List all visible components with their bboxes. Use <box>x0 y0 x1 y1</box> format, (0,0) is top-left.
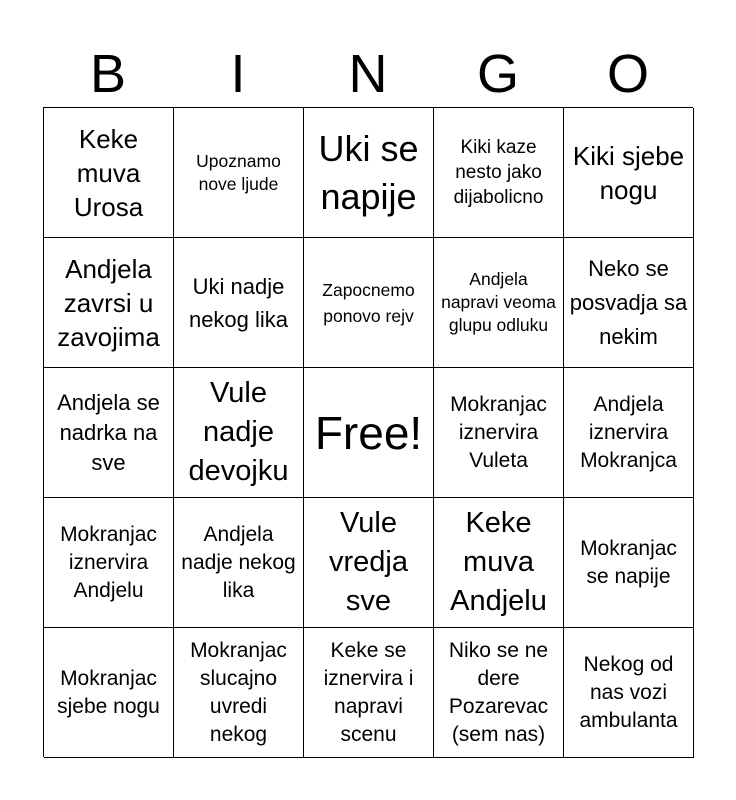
cell-text: Upoznamo nove ljude <box>196 150 281 194</box>
bingo-cell[interactable] <box>564 628 694 758</box>
bingo-cell[interactable] <box>174 368 304 498</box>
cell-text: Zapocnemo ponovo rejv <box>322 279 415 326</box>
bingo-cell[interactable] <box>44 238 174 368</box>
bingo-cell[interactable] <box>44 498 174 628</box>
bingo-cell[interactable] <box>434 368 564 498</box>
cell-text: Mokranjac iznervira Andjelu <box>60 522 157 602</box>
bingo-cell[interactable] <box>564 498 694 628</box>
header-letter-n: N <box>348 44 388 104</box>
bingo-cell[interactable] <box>304 498 434 628</box>
bingo-cell[interactable] <box>434 108 564 238</box>
cell-text: Andjela nadje nekog lika <box>181 522 296 602</box>
cell-text: Mokranjac sjebe nogu <box>57 666 160 718</box>
cell-text: Keke muva Andjelu <box>450 507 547 617</box>
bingo-cell[interactable] <box>304 238 434 368</box>
bingo-cell[interactable] <box>434 628 564 758</box>
bingo-cell[interactable] <box>174 108 304 238</box>
cell-text: Mokranjac slucajno uvredi nekog <box>190 638 287 746</box>
cell-text: Neko se posvadja sa nekim <box>569 255 688 349</box>
cell-text: Andjela se nadrka na sve <box>57 389 160 475</box>
bingo-cell[interactable] <box>174 498 304 628</box>
bingo-cell[interactable] <box>304 628 434 758</box>
header-letter-b: B <box>89 44 127 104</box>
bingo-cell[interactable] <box>174 238 304 368</box>
bingo-cell[interactable] <box>44 368 174 498</box>
bingo-grid <box>43 107 693 757</box>
bingo-cell[interactable] <box>44 108 174 238</box>
bingo-cell[interactable] <box>304 108 434 238</box>
bingo-cell[interactable] <box>434 238 564 368</box>
header-letter-g: G <box>476 44 519 104</box>
bingo-cell[interactable] <box>564 368 694 498</box>
cell-text: Kiki sjebe nogu <box>572 140 685 205</box>
cell-text: Vule nadje devojku <box>188 377 289 487</box>
cell-text: Mokranjac se napije <box>580 536 677 588</box>
cell-text: Uki nadje nekog lika <box>188 273 289 332</box>
cell-text: Keke muva Urosa <box>73 123 144 222</box>
cell-text: Keke se iznervira i napravi scenu <box>323 638 414 746</box>
cell-text: Niko se ne dere Pozarevac (sem nas) <box>448 638 549 746</box>
bingo-cell[interactable] <box>434 498 564 628</box>
free-space: Free! <box>314 406 423 459</box>
cell-text: Uki se napije <box>318 127 419 217</box>
bingo-cell[interactable] <box>564 238 694 368</box>
cell-text: Andjela napravi veoma glupu odluku <box>441 269 556 335</box>
cell-text: Mokranjac iznervira Vuleta <box>450 392 547 472</box>
bingo-cell[interactable] <box>304 368 434 498</box>
bingo-cell[interactable] <box>564 108 694 238</box>
cell-text: Andjela zavrsi u zavojima <box>57 253 160 352</box>
cell-text: Vule vredja sve <box>329 507 408 617</box>
cell-text: Nekog od nas vozi ambulanta <box>579 652 678 732</box>
bingo-header <box>43 40 693 108</box>
bingo-cell[interactable] <box>44 628 174 758</box>
bingo-cell[interactable] <box>174 628 304 758</box>
cell-text: Andjela iznervira Mokranjca <box>580 392 677 472</box>
header-letter-i: I <box>230 44 246 104</box>
cell-text: Kiki kaze nesto jako dijabolicno <box>453 137 544 208</box>
header-letter-o: O <box>606 44 649 104</box>
